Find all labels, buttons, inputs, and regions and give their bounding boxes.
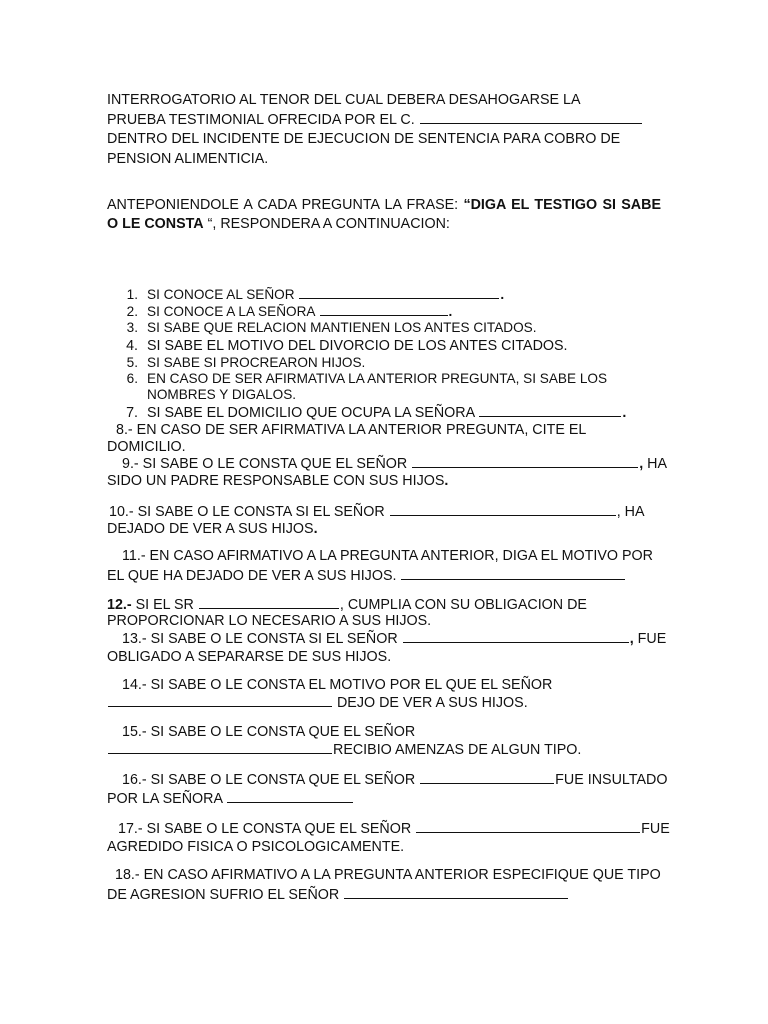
question-18: 18.- EN CASO AFIRMATIVO A LA PREGUNTA ANTERIOR ESPECIFIQUE QUE TIPO (115, 867, 661, 883)
question-13-continuation: OBLIGADO A SEPARARSE DE SUS HIJOS. (107, 649, 392, 665)
question-18-continuation: DE AGRESION SUFRIO EL SEÑOR (107, 887, 667, 904)
question-17: 17.- SI SABE O LE CONSTA QUE EL SEÑOR FUE (118, 821, 670, 837)
witness-name-blank[interactable] (420, 122, 642, 124)
question-5: 5. SI SABE SI PROCREARON HIJOS. (126, 355, 366, 370)
question-14-continuation: DEJO DE VER A SUS HIJOS. (107, 695, 667, 712)
instruction-paragraph: ANTEPONIENDOLE A CADA PREGUNTA LA FRASE: “DIGA EL TESTIGO SI SABE O LE CONSTA “, RESPONDERA A CONTINUACION: (107, 197, 661, 232)
question-9: 9.- SI SABE O LE CONSTA QUE EL SEÑOR , HA (122, 456, 668, 472)
question-11-continuation: EL QUE HA DEJADO DE VER A SUS HIJOS. (107, 568, 667, 585)
answer-blank[interactable] (403, 641, 629, 643)
question-3: 3. SI SABE QUE RELACION MANTIENEN LOS ANTES CITADOS. (126, 320, 537, 335)
question-10-continuation: DEJADO DE VER A SUS HIJOS. (107, 521, 318, 537)
answer-blank[interactable] (320, 314, 448, 316)
answer-blank[interactable] (108, 705, 332, 707)
answer-blank[interactable] (401, 578, 625, 580)
question-15: 15.- SI SABE O LE CONSTA QUE EL SEÑOR (122, 724, 416, 740)
answer-blank[interactable] (479, 415, 621, 417)
question-6: 6. EN CASO DE SER AFIRMATIVA LA ANTERIOR PREGUNTA, SI SABE LOS (126, 371, 608, 386)
question-6-continuation: NOMBRES Y DIGALOS. (147, 387, 297, 402)
question-11: 11.- EN CASO AFIRMATIVO A LA PREGUNTA ANTERIOR, DIGA EL MOTIVO POR (122, 548, 653, 564)
intro-line-2: PRUEBA TESTIMONIAL OFRECIDA POR EL C. (107, 111, 661, 131)
question-10: 10.- SI SABE O LE CONSTA SI EL SEÑOR , HA (109, 504, 645, 520)
question-15-continuation: RECIBIO AMENZAS DE ALGUN TIPO. (107, 742, 667, 759)
intro-line-4: PENSION ALIMENTICIA. (107, 151, 269, 167)
question-12: 12.- SI EL SR , CUMPLIA CON SU OBLIGACION DE (107, 597, 587, 613)
question-12-continuation: PROPORCIONAR LO NECESARIO A SUS HIJOS. (107, 613, 432, 629)
question-7: 7. SI SABE EL DOMICILIO QUE OCUPA LA SEÑORA . (126, 405, 627, 421)
answer-blank[interactable] (420, 782, 554, 784)
question-17-continuation: AGREDIDO FISICA O PSICOLOGICAMENTE. (107, 839, 405, 855)
answer-blank[interactable] (108, 752, 332, 754)
question-8-continuation: DOMICILIO. (107, 439, 186, 455)
answer-blank[interactable] (227, 801, 353, 803)
question-16: 16.- SI SABE O LE CONSTA QUE EL SEÑOR FUE INSULTADO (122, 772, 668, 788)
answer-blank[interactable] (412, 466, 638, 468)
instruction-bold-phrase: “DIGA EL TESTIGO SI SABE O LE CONSTA (107, 197, 661, 232)
answer-blank[interactable] (416, 831, 640, 833)
answer-blank[interactable] (344, 897, 568, 899)
answer-blank[interactable] (199, 607, 339, 609)
question-4: 4. SI SABE EL MOTIVO DEL DIVORCIO DE LOS ANTES CITADOS. (126, 338, 568, 354)
intro-line-1: INTERROGATORIO AL TENOR DEL CUAL DEBERA DESAHOGARSE LA (107, 92, 581, 108)
question-13: 13.- SI SABE O LE CONSTA SI EL SEÑOR , FUE (122, 631, 667, 647)
question-9-continuation: SIDO UN PADRE RESPONSABLE CON SUS HIJOS. (107, 473, 449, 489)
question-14: 14.- SI SABE O LE CONSTA EL MOTIVO POR EL QUE EL SEÑOR (122, 677, 553, 693)
question-1: 1. SI CONOCE AL SEÑOR . (126, 287, 505, 302)
question-8: 8.- EN CASO DE SER AFIRMATIVA LA ANTERIOR PREGUNTA, CITE EL (116, 422, 587, 438)
answer-blank[interactable] (390, 514, 616, 516)
question-2: 2. SI CONOCE A LA SEÑORA . (126, 304, 453, 319)
question-16-continuation: POR LA SEÑORA (107, 791, 667, 808)
answer-blank[interactable] (299, 297, 499, 299)
intro-line-3: DENTRO DEL INCIDENTE DE EJECUCION DE SENTENCIA PARA COBRO DE (107, 131, 621, 147)
